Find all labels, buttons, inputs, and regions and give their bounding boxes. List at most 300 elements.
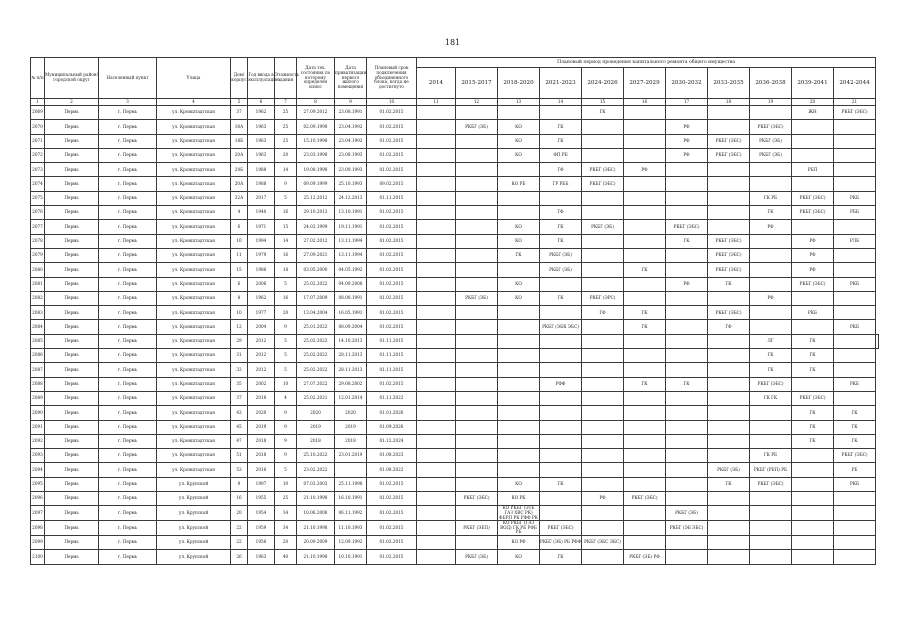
settlement-cell: г. Пермь — [99, 320, 157, 334]
deadline-cell: 01.08.2022 — [367, 463, 417, 477]
row-number: 2085 — [31, 334, 45, 348]
plan-period-cell: РКБГ (ЭБП) — [456, 521, 498, 536]
privatization-date-cell: 08.08.1991 — [335, 291, 367, 305]
municipality-cell: Пермь — [45, 434, 99, 448]
municipality-cell: Пермь — [45, 535, 99, 549]
row-number: 2091 — [31, 420, 45, 434]
privatization-date-cell: 13.10.1991 — [335, 206, 367, 220]
plan-period-cell — [456, 191, 498, 205]
plan-period-cell — [792, 521, 834, 536]
floors-cell: 25 — [275, 120, 297, 134]
house-cell: 16 — [231, 492, 248, 506]
floors-cell: 18 — [275, 263, 297, 277]
plan-period-cell — [834, 220, 876, 234]
plan-period-cell — [417, 420, 456, 434]
street-cell: ул. Кронштадтская — [157, 320, 231, 334]
settlement-cell: г. Пермь — [99, 106, 157, 120]
plan-period-cell: РФ — [792, 263, 834, 277]
year-built-cell: 1963 — [248, 120, 275, 134]
floors-cell: 40 — [275, 550, 297, 564]
privatization-date-cell: 23.04.1992 — [335, 120, 367, 134]
privatization-date-cell: 28.11.2013 — [335, 363, 367, 377]
table-row — [31, 263, 879, 277]
plan-period-cell — [624, 349, 666, 363]
municipality-cell: Пермь — [45, 363, 99, 377]
plan-period-cell — [666, 306, 708, 320]
privatization-date-cell: 06.11.1992 — [335, 506, 367, 521]
plan-period-cell — [582, 334, 624, 348]
plan-period-cell — [792, 506, 834, 521]
plan-period-cell: РКБГ (ЭБС) — [708, 306, 750, 320]
plan-period-cell — [417, 363, 456, 377]
plan-period-cell — [456, 163, 498, 177]
deadline-cell: 01.02.2015 — [367, 277, 417, 291]
plan-period-cell — [624, 363, 666, 377]
plan-period-cell: РФ — [792, 234, 834, 248]
row-number: 2093 — [31, 449, 45, 463]
header-year-2039-2041: 2039-2041 — [792, 68, 834, 99]
plan-period-cell: РКБГ (ЭБ ЭБС) — [666, 521, 708, 536]
street-cell: ул. Кронштадтская — [157, 334, 231, 348]
plan-period-cell: РКБГ (ЭРС) — [582, 291, 624, 305]
plan-period-cell: РКБГ (ЭБС) — [750, 477, 792, 491]
plan-period-cell — [666, 550, 708, 564]
plan-period-cell — [708, 406, 750, 420]
plan-period-cell — [582, 434, 624, 448]
plan-period-cell: КО — [498, 234, 540, 248]
settlement-cell: г. Пермь — [99, 206, 157, 220]
settlement-cell: г. Пермь — [99, 177, 157, 191]
street-cell: ул. Кронштадтская — [157, 291, 231, 305]
plan-period-cell — [834, 248, 876, 262]
header-year-built: Год ввода в эксплуатацию — [248, 58, 275, 99]
floors-cell: 20 — [275, 148, 297, 162]
plan-period-cell — [417, 277, 456, 291]
privatization-date-cell: 25.10.1993 — [335, 177, 367, 191]
table-row — [31, 406, 879, 420]
plan-period-cell: ФП РБ — [540, 148, 582, 162]
row-number: 2075 — [31, 191, 45, 205]
plan-period-cell — [498, 320, 540, 334]
plan-period-cell — [792, 291, 834, 305]
row-number: 2087 — [31, 363, 45, 377]
house-cell: 37 — [231, 391, 248, 405]
plan-period-cell: РФ — [666, 134, 708, 148]
plan-period-cell: РКБГ (ЭБ) — [540, 263, 582, 277]
plan-period-cell — [417, 349, 456, 363]
municipality-cell: Пермь — [45, 163, 99, 177]
house-cell: 29 — [231, 334, 248, 348]
table-row — [31, 320, 879, 334]
plan-period-cell — [540, 363, 582, 377]
plan-period-cell: РКБГ (ЭБС) — [708, 134, 750, 148]
table-row — [31, 148, 879, 162]
plan-period-cell: ГФ — [540, 163, 582, 177]
tech-state-date-cell: 29.10.2013 — [297, 206, 335, 220]
privatization-date-cell: 23.09.1993 — [335, 163, 367, 177]
plan-period-cell — [708, 206, 750, 220]
municipality-cell: Пермь — [45, 492, 99, 506]
plan-period-cell: РФ — [792, 248, 834, 262]
plan-period-cell — [582, 477, 624, 491]
row-number: 2077 — [31, 220, 45, 234]
plan-period-cell — [666, 420, 708, 434]
plan-period-cell: РКБГ (РБП) РБ — [750, 463, 792, 477]
street-cell: ул. Кронштадтская — [157, 391, 231, 405]
plan-period-cell — [582, 191, 624, 205]
plan-period-cell — [456, 306, 498, 320]
settlement-cell: г. Пермь — [99, 434, 157, 448]
row-number: 2097 — [31, 506, 45, 521]
plan-period-cell: КО — [498, 148, 540, 162]
row-number: 2088 — [31, 377, 45, 391]
plan-period-cell — [417, 148, 456, 162]
plan-period-cell — [417, 220, 456, 234]
plan-period-cell — [456, 177, 498, 191]
table-row — [31, 449, 879, 463]
tech-state-date-cell: 2020 — [297, 406, 335, 420]
plan-period-cell — [540, 306, 582, 320]
plan-period-cell — [417, 263, 456, 277]
tech-state-date-cell: 21.10.1998 — [297, 492, 335, 506]
plan-period-cell — [417, 449, 456, 463]
plan-period-cell — [708, 177, 750, 191]
plan-period-cell — [582, 248, 624, 262]
municipality-cell: Пермь — [45, 234, 99, 248]
plan-period-cell — [417, 521, 456, 536]
plan-period-cell — [540, 406, 582, 420]
year-built-cell: 2017 — [248, 191, 275, 205]
table-row — [31, 420, 879, 434]
plan-period-cell — [624, 206, 666, 220]
plan-period-cell: КО — [498, 550, 540, 564]
settlement-cell: г. Пермь — [99, 263, 157, 277]
plan-period-cell — [540, 449, 582, 463]
tech-state-date-cell: 25.02.2022 — [297, 363, 335, 377]
plan-period-cell — [708, 492, 750, 506]
plan-period-cell: ГК — [792, 434, 834, 448]
header-house: Дом/корпус — [231, 58, 248, 99]
municipality-cell: Пермь — [45, 349, 99, 363]
tech-state-date-cell: 27.09.2012 — [297, 106, 335, 120]
column-number: 12 — [456, 99, 498, 106]
tech-state-date-cell: 09.09.1999 — [297, 177, 335, 191]
settlement-cell: г. Пермь — [99, 248, 157, 262]
deadline-cell: 01.02.2015 — [367, 550, 417, 564]
plan-period-cell: ГК — [498, 248, 540, 262]
table-row — [31, 291, 879, 305]
row-number: 2076 — [31, 206, 45, 220]
settlement-cell: г. Пермь — [99, 550, 157, 564]
plan-period-cell — [834, 177, 876, 191]
street-cell: ул. Кронштадтская — [157, 306, 231, 320]
plan-period-cell — [624, 106, 666, 120]
plan-period-cell — [666, 492, 708, 506]
plan-period-cell — [498, 391, 540, 405]
municipality-cell: Пермь — [45, 248, 99, 262]
privatization-date-cell: 23.01.2019 — [335, 449, 367, 463]
plan-period-cell — [750, 106, 792, 120]
deadline-cell: 01.02.2015 — [367, 134, 417, 148]
plan-period-cell — [666, 334, 708, 348]
plan-period-cell — [540, 492, 582, 506]
tech-state-date-cell: 25.02.2021 — [297, 391, 335, 405]
column-number: 19 — [750, 99, 792, 106]
plan-period-cell — [624, 449, 666, 463]
tech-state-date-cell: 2019 — [297, 420, 335, 434]
plan-period-cell — [417, 492, 456, 506]
plan-period-cell — [834, 391, 876, 405]
house-cell: 11 — [231, 248, 248, 262]
floors-cell: 25 — [275, 106, 297, 120]
plan-period-cell — [750, 406, 792, 420]
plan-period-cell — [417, 120, 456, 134]
floors-cell: 34 — [275, 521, 297, 536]
street-cell: ул. Кронштадтская — [157, 449, 231, 463]
table-row — [31, 120, 879, 134]
privatization-date-cell: 23.08.1993 — [335, 148, 367, 162]
plan-period-cell — [456, 506, 498, 521]
year-built-cell: 1940 — [248, 206, 275, 220]
plan-period-cell — [834, 521, 876, 536]
settlement-cell: г. Пермь — [99, 535, 157, 549]
plan-period-cell — [417, 477, 456, 491]
plan-period-cell — [456, 391, 498, 405]
deadline-cell: 01.02.2015 — [367, 148, 417, 162]
plan-period-cell: РФ — [666, 120, 708, 134]
floors-cell: 20 — [275, 535, 297, 549]
column-number: 20 — [792, 99, 834, 106]
plan-period-cell: ЛГ — [750, 334, 792, 348]
plan-period-cell — [456, 363, 498, 377]
tech-state-date-cell: 25.12.2012 — [297, 191, 335, 205]
plan-period-cell — [666, 363, 708, 377]
plan-period-cell — [792, 492, 834, 506]
plan-period-cell — [498, 363, 540, 377]
column-number-row — [31, 99, 879, 106]
plan-period-cell — [456, 234, 498, 248]
plan-period-cell — [540, 191, 582, 205]
plan-period-cell: ГК — [540, 220, 582, 234]
plan-period-cell — [417, 463, 456, 477]
plan-period-cell — [708, 220, 750, 234]
plan-period-cell: РКБГ (ЭБ) — [582, 220, 624, 234]
plan-period-cell — [750, 306, 792, 320]
plan-period-cell: ГК — [792, 363, 834, 377]
plan-period-cell — [456, 148, 498, 162]
plan-period-cell — [624, 291, 666, 305]
privatization-date-cell: 14.10.2013 — [335, 334, 367, 348]
plan-period-cell: ГК — [792, 406, 834, 420]
column-number: 5 — [231, 99, 248, 106]
table-row — [31, 306, 879, 320]
street-cell: ул. Кронштадтская — [157, 263, 231, 277]
plan-period-cell: РКБГ (ЭБ) — [456, 550, 498, 564]
column-number: 6 — [248, 99, 275, 106]
plan-period-cell — [666, 163, 708, 177]
plan-period-cell — [417, 248, 456, 262]
plan-period-cell — [498, 306, 540, 320]
plan-period-cell — [792, 377, 834, 391]
plan-period-cell — [666, 349, 708, 363]
plan-period-cell — [750, 535, 792, 549]
header-plan-period: Плановый период проведения капитального ремонта общего имущества — [417, 58, 876, 68]
plan-period-cell: РКБГ (ЭБС) — [750, 120, 792, 134]
privatization-date-cell: 10.10.1991 — [335, 550, 367, 564]
plan-period-cell: РКБГ (ЭБС) — [540, 521, 582, 536]
plan-period-cell: РФ — [666, 277, 708, 291]
plan-period-cell — [792, 120, 834, 134]
deadline-cell: 01.02.2015 — [367, 492, 417, 506]
year-built-cell: 2012 — [248, 363, 275, 377]
plan-period-cell: РКБ — [834, 277, 876, 291]
floors-cell: 9 — [275, 320, 297, 334]
header-year-2033-2035: 2033-2035 — [708, 68, 750, 99]
plan-period-cell: КО РФ — [498, 535, 540, 549]
plan-period-cell — [708, 391, 750, 405]
plan-period-cell — [834, 535, 876, 549]
plan-period-cell — [708, 550, 750, 564]
plan-period-cell: РКБГ (ЭБ) РФ — [624, 550, 666, 564]
plan-period-cell — [498, 191, 540, 205]
street-cell: ул. Кронштадтская — [157, 120, 231, 134]
plan-period-cell — [708, 449, 750, 463]
plan-period-cell: ГК — [666, 234, 708, 248]
settlement-cell: г. Пермь — [99, 391, 157, 405]
plan-period-cell: РКБГ (ЭБС) — [666, 220, 708, 234]
row-number: 2100 — [31, 550, 45, 564]
table-header — [31, 58, 879, 106]
house-cell: 33 — [231, 363, 248, 377]
plan-period-cell — [582, 420, 624, 434]
plan-period-cell — [708, 163, 750, 177]
floors-cell: 14 — [275, 163, 297, 177]
plan-period-cell — [834, 306, 876, 320]
settlement-cell: г. Пермь — [99, 363, 157, 377]
plan-period-cell: РФ — [582, 492, 624, 506]
year-built-cell: 1977 — [248, 306, 275, 320]
plan-period-cell — [456, 535, 498, 549]
street-cell: ул. Кронштадтская — [157, 163, 231, 177]
plan-period-cell: ГК — [834, 420, 876, 434]
plan-period-cell — [666, 177, 708, 191]
year-built-cell: 2006 — [248, 277, 275, 291]
plan-period-cell: РКБГ (ЭБ) — [708, 463, 750, 477]
year-built-cell: 1955 — [248, 492, 275, 506]
plan-period-cell — [456, 134, 498, 148]
table-row — [31, 463, 879, 477]
privatization-date-cell: 11.10.1993 — [335, 521, 367, 536]
plan-period-cell — [708, 521, 750, 536]
row-number: 2079 — [31, 248, 45, 262]
plan-period-cell — [666, 206, 708, 220]
floors-cell: 9 — [275, 449, 297, 463]
plan-period-cell — [624, 177, 666, 191]
plan-period-cell: ГК — [708, 277, 750, 291]
plan-period-cell — [792, 220, 834, 234]
plan-period-cell: ГК — [792, 334, 834, 348]
plan-period-cell — [792, 320, 834, 334]
plan-period-cell — [498, 449, 540, 463]
settlement-cell: г. Пермь — [99, 148, 157, 162]
plan-period-cell — [624, 277, 666, 291]
floors-cell: 10 — [275, 377, 297, 391]
table-row — [31, 521, 879, 536]
header-street: Улица — [157, 58, 231, 99]
plan-period-cell: РЛБ — [834, 234, 876, 248]
tech-state-date-cell: 23.02.2022 — [297, 463, 335, 477]
plan-period-cell — [750, 163, 792, 177]
plan-period-cell: РКБГ (ЭБС) — [456, 492, 498, 506]
privatization-date-cell: 2020 — [335, 406, 367, 420]
house-cell: 53 — [231, 463, 248, 477]
plan-period-cell — [540, 334, 582, 348]
plan-period-cell — [624, 191, 666, 205]
deadline-cell: 01.02.2015 — [367, 263, 417, 277]
plan-period-cell — [417, 550, 456, 564]
plan-period-cell: РКБГ (ЭБС) — [708, 148, 750, 162]
privatization-date-cell: 23.04.1992 — [335, 134, 367, 148]
plan-period-cell — [792, 550, 834, 564]
header-year-2042-2044: 2042-2044 — [834, 68, 876, 99]
plan-period-cell: КО — [498, 220, 540, 234]
plan-period-cell — [624, 477, 666, 491]
tech-state-date-cell: 10.06.2008 — [297, 506, 335, 521]
row-number: 2098 — [31, 521, 45, 536]
column-number: 15 — [582, 99, 624, 106]
deadline-cell: 01.12.2024 — [367, 434, 417, 448]
plan-period-cell: ГК — [540, 234, 582, 248]
plan-period-cell — [498, 406, 540, 420]
plan-period-cell — [666, 191, 708, 205]
house-cell: 20Б — [231, 163, 248, 177]
row-number: 2099 — [31, 535, 45, 549]
house-cell: 10 — [231, 234, 248, 248]
street-cell: ул. Крупской — [157, 506, 231, 521]
settlement-cell: г. Пермь — [99, 191, 157, 205]
plan-period-cell: РФ — [624, 163, 666, 177]
privatization-date-cell: 04.05.1992 — [335, 263, 367, 277]
plan-period-cell: ЖН — [792, 106, 834, 120]
plan-period-cell — [582, 449, 624, 463]
house-cell: 37 — [231, 106, 248, 120]
row-number: 2082 — [31, 291, 45, 305]
privatization-date-cell: 19.11.1991 — [335, 220, 367, 234]
plan-period-cell: РКБ — [834, 191, 876, 205]
plan-period-cell: ГК — [624, 377, 666, 391]
plan-period-cell — [582, 349, 624, 363]
row-number: 2084 — [31, 320, 45, 334]
header-deadline: Плановый срок подключения объединенного блока, когда не достигнуто — [367, 58, 417, 99]
plan-period-cell — [417, 535, 456, 549]
plan-period-cell: ГК — [792, 349, 834, 363]
plan-period-cell — [624, 134, 666, 148]
year-built-cell: 1963 — [248, 148, 275, 162]
plan-period-cell — [456, 248, 498, 262]
plan-period-cell: РКБГ (ЭБ) — [456, 291, 498, 305]
tech-state-date-cell: 03.05.2000 — [297, 263, 335, 277]
municipality-cell: Пермь — [45, 420, 99, 434]
plan-period-cell — [540, 420, 582, 434]
plan-period-cell — [624, 506, 666, 521]
street-cell: ул. Кронштадтская — [157, 349, 231, 363]
plan-period-cell: РКБГ (ЭБ) РБ РФФ — [540, 535, 582, 549]
plan-period-cell — [750, 434, 792, 448]
plan-period-cell: РКБГ (ЭБ) — [750, 134, 792, 148]
year-built-cell: 1963 — [248, 134, 275, 148]
plan-period-cell: РКБ — [834, 477, 876, 491]
plan-period-cell: РБП — [792, 163, 834, 177]
